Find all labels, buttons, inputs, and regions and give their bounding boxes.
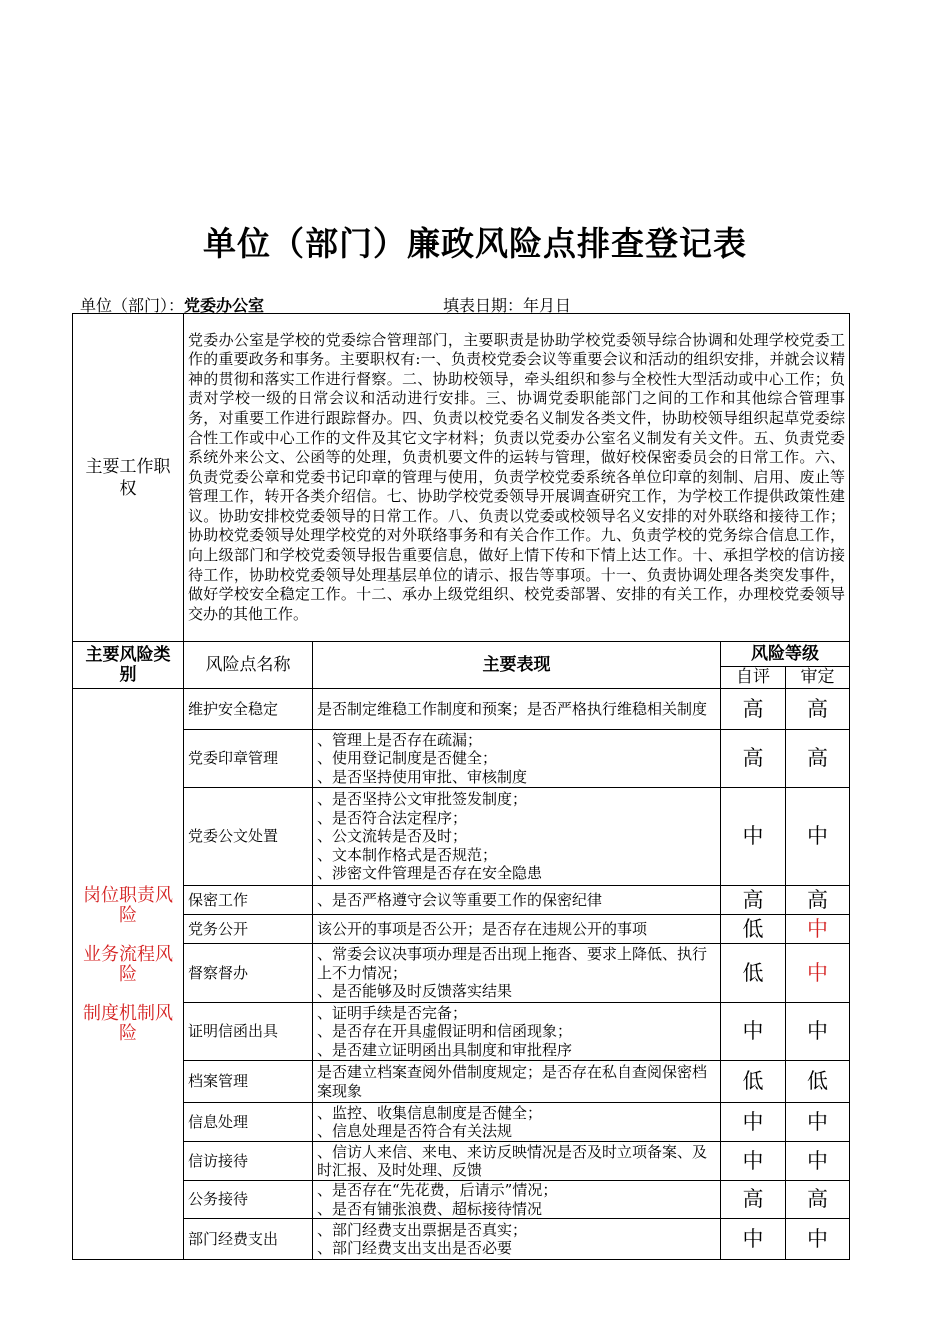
manifestation-line: 是否建立档案查阅外借制度规定；是否存在私自查阅保密档案现象 (317, 1063, 708, 1100)
manifestation-line: 、是否存在开具虚假证明和信函现象； (317, 1022, 573, 1041)
risk-point-name: 党委印章管理 (184, 730, 313, 788)
risk-manifestation (313, 1003, 721, 1061)
manifestation-line: 、部门经费支出票据是否真实； (317, 1220, 528, 1239)
self-level: 高 (721, 1181, 786, 1219)
risk-point-name: 信息处理 (184, 1103, 313, 1142)
manifestation-line: 、部门经费支出支出是否必要 (317, 1239, 513, 1257)
manifestation-line: 、是否符合法定程序； (317, 808, 468, 827)
review-level: 低 (786, 1061, 850, 1103)
manifestation-line: 、管理上是否存在疏漏； (317, 730, 483, 749)
review-level: 中 (786, 788, 850, 886)
risk-manifestation (313, 1181, 721, 1219)
manifestation-line: 、信息处理是否符合有关法规 (317, 1122, 513, 1140)
header-row (73, 642, 850, 667)
duties-row (73, 314, 850, 642)
self-level: 中 (721, 1103, 786, 1142)
manifestation-line: 是否制定维稳工作制度和预案；是否严格执行维稳相关制度 (317, 699, 708, 718)
risk-point-name: 信访接待 (184, 1142, 313, 1181)
manifestation-line: 、常委会议决事项办理是否出现上拖沓、要求上降低、执行上不力情况； (317, 945, 708, 982)
manifestation-line: 、是否建立证明函出具制度和审批程序 (317, 1040, 573, 1059)
risk-manifestation (313, 689, 721, 730)
risk-point-name: 档案管理 (184, 1061, 313, 1103)
risk-row (73, 788, 850, 886)
risk-category: 制度机制风 险 (83, 1002, 191, 1044)
risk-point-name: 公务接待 (184, 1181, 313, 1219)
manifestation-line: 、涉密文件管理是否存在安全隐患 (317, 864, 543, 883)
risk-manifestation (313, 1219, 721, 1260)
manifestation-line: 、是否严格遵守会议等重要工作的保密纪律 (317, 890, 603, 909)
header-category: 主要风险类 别 (73, 642, 184, 689)
self-level: 中 (721, 1219, 786, 1260)
risk-row (73, 730, 850, 788)
review-level: 高 (786, 689, 850, 730)
review-level: 高 (786, 886, 850, 915)
review-level: 高 (786, 730, 850, 788)
header-manifestation: 主要表现 (313, 642, 721, 689)
risk-row (73, 1142, 850, 1181)
risk-row (73, 1103, 850, 1142)
review-level: 中 (786, 1142, 850, 1181)
risk-point-name: 维护安全稳定 (184, 689, 313, 730)
risk-point-name: 证明信函出具 (184, 1003, 313, 1061)
self-level: 高 (721, 886, 786, 915)
self-level: 低 (721, 944, 786, 1003)
risk-manifestation (313, 1142, 721, 1181)
risk-manifestation (313, 944, 721, 1003)
review-level: 中 (786, 1219, 850, 1260)
header-point: 风险点名称 (184, 642, 313, 689)
self-level: 低 (721, 915, 786, 944)
risk-row (73, 915, 850, 944)
self-level: 高 (721, 730, 786, 788)
self-level: 中 (721, 788, 786, 886)
risk-category-cell (73, 689, 191, 1260)
manifestation-line: 、信访人来信、来电、来访反映情况是否及时立项备案、及时汇报、及时处理、反馈 (317, 1142, 708, 1179)
review-level: 高 (786, 1181, 850, 1219)
manifestation-line: 、是否存在“先花费，后请示”情况； (317, 1181, 558, 1199)
duties-label: 主要工作职 权 (73, 314, 184, 642)
manifestation-line: 、是否能够及时反馈落实结果 (317, 982, 513, 1001)
self-level: 高 (721, 689, 786, 730)
self-level: 中 (721, 1003, 786, 1061)
unit-value: 党委办公室 (184, 296, 265, 315)
fill-date: 填表日期：年月日 (443, 296, 572, 315)
manifestation-line: 、使用登记制度是否健全； (317, 749, 498, 768)
self-level: 中 (721, 1142, 786, 1181)
risk-point-name: 部门经费支出 (184, 1219, 313, 1260)
manifestation-line: 、是否坚持使用审批、审核制度 (317, 767, 528, 786)
risk-row (73, 1181, 850, 1219)
page-title: 单位（部门）廉政风险点排查登记表 (203, 224, 747, 263)
manifestation-line: 、是否有铺张浪费、超标接待情况 (317, 1199, 543, 1218)
risk-point-name: 保密工作 (184, 886, 313, 915)
risk-manifestation (313, 915, 721, 944)
risk-register-table (72, 313, 850, 1260)
risk-row (73, 1061, 850, 1103)
risk-manifestation (313, 1103, 721, 1142)
risk-manifestation (313, 886, 721, 915)
risk-point-name: 督察督办 (184, 944, 313, 1003)
risk-manifestation (313, 1061, 721, 1103)
duties-text: 党委办公室是学校的党委综合管理部门，主要职责是协助学校党委领导综合协调和处理学校党委工作的重要政务和事务。主要职权有:一、负责校党委会议等重要会议和活动的组织安排，并就会议精神的贯彻和落实工作进行督察。二、协助校领导，牵头组织和参与全校性大型活动或中心工作；负责对学校一级的日常会议和活动进行安排。三、协调党委职能部门之间的工作和其他综合管理事务，对重要工作进行跟踪督办。四、负责以校党委名义制发各类文件，协助校领导组织起草党委综合性工作或中心工作的文件及其它文字材料；负责以党委办公室名义制发有关文件。五、负责党委系统外来公文、公函等的处理，负责机要文件的运转与管理，做好校保密委员会的日常工作。六、负责党委公章和党委书记印章的管理与使用，负责学校党委系统各单位印章的刻制、启用、废止等管理工作，转开各类介绍信。七、协助学校党委领导开展调查研究工作，为学校工作提供政策性建议。协助安排校党委领导的日常工作。八、负责以党委或校领导名义安排的对外联络和接待工作；协助校党委领导处理学校党的对外联络事务和有关合作工作。九、负责学校的党务综合信息工作，向上级部门和学校党委领导报告重要信息，做好上情下传和下情上达工作。十、承担学校的信访接待工作，协助校党委领导处理基层单位的请示、报告等事项。十一、负责协调处理各类突发事件，做好学校安全稳定工作。十二、承办上级党组织、校党委部署、安排的有关工作，办理校党委领导交办的其他工作。 (184, 314, 850, 642)
manifestation-line: 、监控、收集信息制度是否健全； (317, 1103, 543, 1122)
manifestation-line: 、是否坚持公文审批签发制度； (317, 790, 528, 809)
risk-category: 岗位职责风 险 (83, 884, 191, 926)
risk-manifestation (313, 730, 721, 788)
review-level: 中 (786, 944, 850, 1003)
risk-point-name: 党务公开 (184, 915, 313, 944)
header-self: 自评 (721, 667, 786, 689)
risk-point-name: 党委公文处置 (184, 788, 313, 886)
self-level: 低 (721, 1061, 786, 1103)
header-review: 审定 (786, 667, 850, 689)
header-level: 风险等级 (721, 642, 850, 667)
risk-manifestation (313, 788, 721, 886)
manifestation-line: 、公文流转是否及时； (317, 827, 468, 846)
review-level: 中 (786, 915, 850, 944)
manifestation-line: 、证明手续是否完备； (317, 1003, 468, 1022)
unit-label: 单位（部门）： (80, 296, 185, 315)
review-level: 中 (786, 1103, 850, 1142)
manifestation-line: 、文本制作格式是否规范； (317, 845, 498, 864)
review-level: 中 (786, 1003, 850, 1061)
manifestation-line: 该公开的事项是否公开；是否存在违规公开的事项 (317, 919, 648, 938)
risk-category: 业务流程风 险 (83, 943, 191, 985)
risk-row (73, 689, 850, 730)
risk-row (73, 1219, 850, 1260)
